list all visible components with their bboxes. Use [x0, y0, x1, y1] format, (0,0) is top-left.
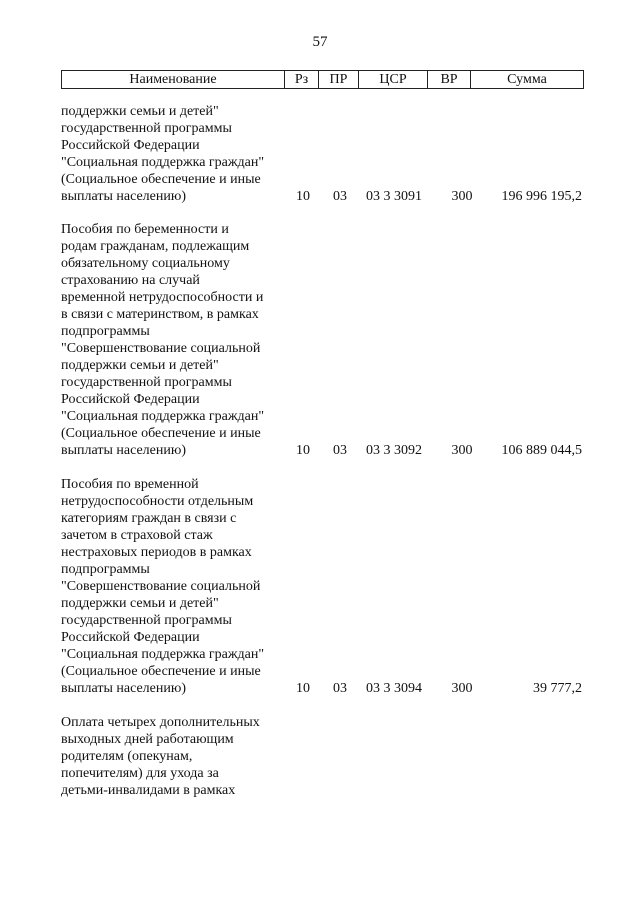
page-number: 57	[312, 34, 328, 50]
row-name: Оплата четырех дополнительных выходных дней работающим родителям (опекунам, попечителям) для ухода за детьми-инвалидами в рамках	[61, 715, 260, 798]
header-rz: Рз	[285, 71, 319, 88]
row-vr: 300	[451, 443, 473, 458]
row-rz: 10	[296, 681, 310, 696]
header-sum: Сумма	[507, 72, 547, 87]
row-pr: 03	[333, 681, 347, 696]
row-vr: 300	[451, 681, 473, 696]
header-vr: ВР	[428, 71, 471, 88]
row-pr: 03	[333, 443, 347, 458]
row-rz: 10	[296, 443, 310, 458]
table-header	[61, 70, 584, 89]
row-csr: 03 3 3094	[366, 681, 422, 696]
row-vr: 300	[451, 189, 473, 204]
header-pr: ПР	[319, 71, 359, 88]
row-name: Пособия по беременности и родам гражданам, подлежащим обязательному социальному страхованию на случай временной нетрудоспособности и в связи с материнством, в рамках подпрограммы "Совершенствование социальной поддержки семьи и детей" государственной программы Российской Федерации "Социальная поддержка граждан" (Социальное обеспечение и иные выплаты населению)	[61, 222, 265, 458]
row-pr: 03	[333, 189, 347, 204]
row-csr: 03 3 3092	[366, 443, 422, 458]
row-name: Пособия по временной нетрудоспособности отдельным категориям граждан в связи с зачетом в страховой стаж нестраховых периодов в рамках подпрограммы "Совершенствование социальной поддержки семьи и детей" государственной программы Российской Федерации "Социальная поддержка граждан" (Социальное обеспечение и иные выплаты населению)	[61, 477, 265, 696]
row-rz: 10	[296, 189, 310, 204]
row-values	[61, 442, 584, 459]
row-sum: 39 777,2	[533, 681, 582, 696]
table-row	[61, 221, 584, 459]
row-sum: 106 889 044,5	[501, 443, 582, 458]
table-row	[61, 103, 584, 205]
row-values	[61, 188, 584, 205]
header-csr: ЦСР	[359, 71, 428, 88]
row-values	[61, 680, 584, 697]
row-name: поддержки семьи и детей" государственной программы Российской Федерации "Социальная поддержка граждан" (Социальное обеспечение и иные выплаты населению)	[61, 104, 265, 204]
row-sum: 196 996 195,2	[501, 189, 582, 204]
header-name: Наименование	[62, 71, 285, 88]
table-row	[61, 714, 584, 799]
row-csr: 03 3 3091	[366, 189, 422, 204]
table-row	[61, 476, 584, 697]
